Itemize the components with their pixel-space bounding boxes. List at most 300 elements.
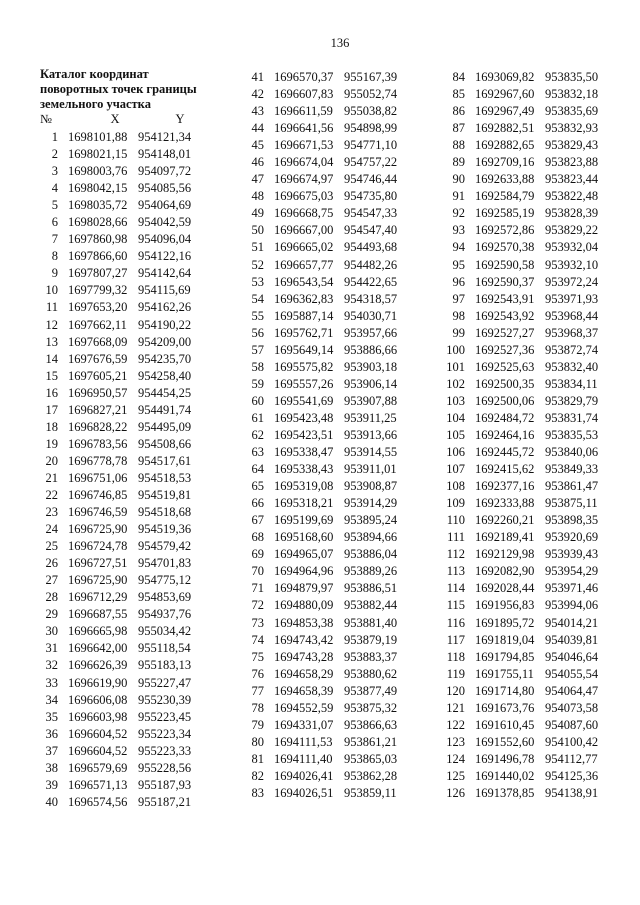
y-coordinate: 954064,69 — [138, 198, 192, 213]
y-coordinate: 954087,60 — [545, 717, 599, 732]
y-coordinate: 953875,11 — [545, 496, 598, 511]
y-coordinate: 954508,66 — [138, 436, 192, 451]
point-number: 77 — [251, 683, 264, 698]
point-number: 66 — [251, 496, 264, 511]
y-coordinate: 953932,10 — [545, 257, 599, 272]
x-coordinate: 1694658,39 — [274, 683, 334, 698]
coordinate-row — [246, 751, 414, 768]
y-coordinate: 955187,21 — [138, 794, 192, 809]
point-number: 123 — [446, 734, 465, 749]
x-coordinate: 1692584,79 — [475, 189, 535, 204]
x-coordinate: 1692260,21 — [475, 513, 535, 528]
x-coordinate: 1692028,44 — [475, 581, 535, 596]
y-coordinate: 954735,80 — [344, 189, 398, 204]
x-coordinate: 1696828,22 — [68, 419, 128, 434]
coordinate-row — [443, 512, 615, 529]
x-coordinate: 1698021,15 — [68, 147, 128, 162]
coordinate-row — [443, 495, 615, 512]
point-number: 27 — [45, 573, 58, 588]
coordinate-row — [443, 563, 615, 580]
coordinate-row — [246, 649, 414, 666]
coordinate-row — [246, 69, 414, 86]
coordinate-row — [443, 478, 615, 495]
x-coordinate: 1692527,36 — [475, 342, 535, 357]
x-coordinate: 1694026,51 — [274, 785, 334, 800]
x-coordinate: 1696783,56 — [68, 436, 128, 451]
point-number: 99 — [452, 325, 465, 340]
y-coordinate: 955118,54 — [138, 641, 191, 656]
y-coordinate: 953971,93 — [545, 291, 599, 306]
y-coordinate: 954482,26 — [344, 257, 398, 272]
y-coordinate: 953972,24 — [545, 274, 599, 289]
coordinate-row — [246, 393, 414, 410]
y-coordinate: 954454,25 — [138, 385, 192, 400]
coordinate-row — [443, 444, 615, 461]
y-coordinate: 953832,40 — [545, 359, 599, 374]
coordinate-row — [246, 529, 414, 546]
x-coordinate: 1694331,07 — [274, 717, 334, 732]
x-coordinate: 1696657,77 — [274, 257, 334, 272]
x-coordinate: 1695338,47 — [274, 445, 334, 460]
x-coordinate: 1692500,06 — [475, 393, 535, 408]
point-number: 56 — [251, 325, 264, 340]
coordinate-row — [246, 257, 414, 274]
coordinates-column-2 — [246, 69, 414, 802]
point-number: 36 — [45, 726, 58, 741]
point-number: 41 — [251, 70, 264, 84]
point-number: 20 — [45, 453, 58, 468]
coordinate-row — [443, 785, 615, 802]
coordinate-row — [246, 683, 414, 700]
y-coordinate: 953886,51 — [344, 581, 398, 596]
header-number: № — [40, 112, 52, 126]
point-number: 7 — [51, 232, 58, 247]
x-coordinate: 1692882,65 — [475, 138, 535, 153]
y-coordinate: 954073,58 — [545, 700, 599, 715]
coordinate-row — [246, 205, 414, 222]
y-coordinate: 953939,43 — [545, 547, 599, 562]
coordinate-row — [246, 86, 414, 103]
x-coordinate: 1696724,78 — [68, 539, 128, 554]
point-number: 68 — [251, 530, 264, 545]
y-coordinate: 954491,74 — [138, 402, 192, 417]
y-coordinate: 953886,66 — [344, 342, 398, 357]
x-coordinate: 1694111,53 — [274, 734, 333, 749]
point-number: 21 — [45, 470, 58, 485]
y-coordinate: 954115,69 — [138, 283, 191, 298]
point-number: 89 — [452, 155, 465, 170]
coordinate-row — [40, 385, 210, 402]
coordinate-row — [40, 487, 210, 504]
coordinate-row — [40, 743, 210, 760]
coordinate-row — [40, 351, 210, 368]
coordinate-row — [40, 470, 210, 487]
x-coordinate: 1696746,59 — [68, 505, 128, 520]
coordinate-row — [246, 291, 414, 308]
x-coordinate: 1696674,04 — [274, 155, 334, 170]
x-coordinate: 1694853,38 — [274, 615, 334, 630]
point-number: 115 — [446, 598, 465, 613]
coordinates-column-3 — [443, 69, 615, 802]
coordinate-row — [40, 146, 210, 163]
point-number: 22 — [45, 487, 58, 502]
point-number: 73 — [251, 615, 264, 630]
x-coordinate: 1691956,83 — [475, 598, 535, 613]
y-coordinate: 953957,66 — [344, 325, 398, 340]
x-coordinate: 1692882,51 — [475, 121, 535, 136]
point-number: 84 — [452, 70, 465, 84]
point-number: 16 — [45, 385, 58, 400]
coordinate-row — [443, 222, 615, 239]
point-number: 88 — [452, 138, 465, 153]
y-coordinate: 954125,36 — [545, 768, 599, 783]
y-coordinate: 954519,36 — [138, 522, 192, 537]
x-coordinate: 1696641,56 — [274, 121, 334, 136]
y-coordinate: 953886,04 — [344, 547, 398, 562]
y-coordinate: 955223,33 — [138, 743, 192, 758]
y-coordinate: 954112,77 — [545, 751, 598, 766]
y-coordinate: 953895,24 — [344, 513, 398, 528]
x-coordinate: 1695338,43 — [274, 462, 334, 477]
y-coordinate: 954258,40 — [138, 368, 192, 383]
y-coordinate: 953831,74 — [545, 410, 599, 425]
coordinate-row — [443, 597, 615, 614]
point-number: 78 — [251, 700, 264, 715]
x-coordinate: 1694880,09 — [274, 598, 334, 613]
y-coordinate: 954138,91 — [545, 785, 599, 800]
x-coordinate: 1696604,52 — [68, 743, 128, 758]
coordinate-row — [246, 615, 414, 632]
x-coordinate: 1696362,83 — [274, 291, 334, 306]
point-number: 67 — [251, 513, 264, 528]
point-number: 125 — [446, 768, 465, 783]
point-number: 114 — [446, 581, 465, 596]
coordinate-row — [443, 393, 615, 410]
point-number: 112 — [446, 547, 465, 562]
point-number: 61 — [251, 410, 264, 425]
y-coordinate: 954495,09 — [138, 419, 192, 434]
point-number: 17 — [45, 402, 58, 417]
y-coordinate: 954775,12 — [138, 573, 192, 588]
y-coordinate: 954318,57 — [344, 291, 398, 306]
coordinate-row — [443, 103, 615, 120]
x-coordinate: 1697676,59 — [68, 351, 128, 366]
x-coordinate: 1691610,45 — [475, 717, 535, 732]
y-coordinate: 954097,72 — [138, 164, 192, 179]
point-number: 107 — [446, 462, 465, 477]
coordinate-row — [246, 597, 414, 614]
y-coordinate: 953835,53 — [545, 427, 599, 442]
y-coordinate: 953849,33 — [545, 462, 599, 477]
header-y: Y — [175, 112, 185, 126]
y-coordinate: 953872,74 — [545, 342, 599, 357]
x-coordinate: 1697866,60 — [68, 249, 128, 264]
point-number: 70 — [251, 564, 264, 579]
coordinate-row — [246, 410, 414, 427]
coordinate-row — [443, 188, 615, 205]
point-number: 37 — [45, 743, 58, 758]
point-number: 110 — [446, 513, 465, 528]
coordinate-row — [40, 402, 210, 419]
coordinate-row — [40, 163, 210, 180]
point-number: 1 — [51, 130, 58, 144]
x-coordinate: 1696579,69 — [68, 760, 128, 775]
y-coordinate: 954190,22 — [138, 317, 192, 332]
coordinate-row — [40, 368, 210, 385]
point-number: 72 — [251, 598, 264, 613]
x-coordinate: 1696725,90 — [68, 522, 128, 537]
x-coordinate: 1696751,06 — [68, 470, 128, 485]
coordinate-row — [443, 461, 615, 478]
point-number: 12 — [45, 317, 58, 332]
coordinate-row — [443, 291, 615, 308]
coordinate-row — [40, 572, 210, 589]
point-number: 104 — [446, 410, 465, 425]
point-number: 97 — [452, 291, 465, 306]
coordinates-rows-1 — [40, 129, 210, 811]
point-number: 40 — [45, 794, 58, 809]
x-coordinate: 1692464,16 — [475, 427, 535, 442]
x-coordinate: 1692500,35 — [475, 376, 535, 391]
y-coordinate: 954519,81 — [138, 487, 192, 502]
y-coordinate: 954853,69 — [138, 590, 192, 605]
coordinate-row — [246, 154, 414, 171]
y-coordinate: 953840,06 — [545, 445, 599, 460]
coordinate-row — [246, 188, 414, 205]
y-coordinate: 954235,70 — [138, 351, 192, 366]
x-coordinate: 1695423,51 — [274, 427, 334, 442]
point-number: 50 — [251, 223, 264, 238]
coordinate-row — [40, 129, 210, 146]
x-coordinate: 1692543,92 — [475, 308, 535, 323]
point-number: 83 — [251, 785, 264, 800]
coordinate-row — [246, 546, 414, 563]
point-number: 31 — [45, 641, 58, 656]
x-coordinate: 1696642,00 — [68, 641, 128, 656]
x-coordinate: 1696665,02 — [274, 240, 334, 255]
coordinate-row — [40, 777, 210, 794]
coordinate-row — [40, 419, 210, 436]
y-coordinate: 953914,29 — [344, 496, 398, 511]
y-coordinate: 954518,53 — [138, 470, 192, 485]
y-coordinate: 953823,88 — [545, 155, 599, 170]
coordinate-row — [246, 171, 414, 188]
y-coordinate: 954493,68 — [344, 240, 398, 255]
x-coordinate: 1692709,16 — [475, 155, 535, 170]
x-coordinate: 1695318,21 — [274, 496, 334, 511]
point-number: 103 — [446, 393, 465, 408]
coordinate-row — [40, 555, 210, 572]
y-coordinate: 954148,01 — [138, 147, 192, 162]
coordinate-row — [40, 282, 210, 299]
y-coordinate: 953828,39 — [545, 206, 599, 221]
x-coordinate: 1695649,14 — [274, 342, 334, 357]
point-number: 26 — [45, 556, 58, 571]
point-number: 34 — [45, 692, 58, 707]
x-coordinate: 1696687,55 — [68, 607, 128, 622]
coordinate-row — [40, 692, 210, 709]
coordinate-row — [443, 580, 615, 597]
coordinate-row — [40, 606, 210, 623]
point-number: 118 — [446, 649, 465, 664]
point-number: 10 — [45, 283, 58, 298]
coordinate-row — [40, 197, 210, 214]
coordinate-row — [246, 120, 414, 137]
y-coordinate: 954014,21 — [545, 615, 599, 630]
coordinate-row — [246, 580, 414, 597]
x-coordinate: 1692527,27 — [475, 325, 535, 340]
point-number: 45 — [251, 138, 264, 153]
x-coordinate: 1691794,85 — [475, 649, 535, 664]
point-number: 69 — [251, 547, 264, 562]
coordinate-row — [246, 103, 414, 120]
coordinate-row — [246, 359, 414, 376]
x-coordinate: 1691819,04 — [475, 632, 535, 647]
point-number: 9 — [51, 266, 58, 281]
point-number: 122 — [446, 717, 465, 732]
coordinate-row — [443, 171, 615, 188]
point-number: 113 — [446, 564, 465, 579]
x-coordinate: 1692082,90 — [475, 564, 535, 579]
column-headers — [40, 112, 210, 127]
coordinate-row — [443, 410, 615, 427]
coordinate-row — [443, 257, 615, 274]
point-number: 24 — [45, 522, 58, 537]
y-coordinate: 953898,35 — [545, 513, 599, 528]
point-number: 55 — [251, 308, 264, 323]
point-number: 44 — [251, 121, 264, 136]
x-coordinate: 1695762,71 — [274, 325, 334, 340]
y-coordinate: 953862,28 — [344, 768, 398, 783]
x-coordinate: 1696668,75 — [274, 206, 334, 221]
coordinate-row — [246, 478, 414, 495]
x-coordinate: 1691552,60 — [475, 734, 535, 749]
x-coordinate: 1696603,98 — [68, 709, 128, 724]
y-coordinate: 954422,65 — [344, 274, 398, 289]
x-coordinate: 1694879,97 — [274, 581, 334, 596]
coordinate-row — [246, 239, 414, 256]
y-coordinate: 954121,34 — [138, 130, 192, 144]
coordinate-row — [443, 239, 615, 256]
x-coordinate: 1697807,27 — [68, 266, 128, 281]
y-coordinate: 953971,46 — [545, 581, 599, 596]
x-coordinate: 1692484,72 — [475, 410, 535, 425]
catalog-title: Каталог координат поворотных точек границы земельного участка — [40, 67, 197, 111]
point-number: 39 — [45, 777, 58, 792]
point-number: 87 — [452, 121, 465, 136]
point-number: 29 — [45, 607, 58, 622]
y-coordinate: 953875,32 — [344, 700, 398, 715]
x-coordinate: 1696778,78 — [68, 453, 128, 468]
point-number: 11 — [45, 300, 58, 315]
point-number: 80 — [251, 734, 264, 749]
point-number: 2 — [51, 147, 58, 162]
point-number: 93 — [452, 223, 465, 238]
y-coordinate: 954209,00 — [138, 334, 192, 349]
y-coordinate: 954042,59 — [138, 215, 192, 230]
x-coordinate: 1692525,63 — [475, 359, 535, 374]
y-coordinate: 953829,79 — [545, 393, 599, 408]
y-coordinate: 955228,56 — [138, 760, 192, 775]
point-number: 62 — [251, 427, 264, 442]
point-number: 117 — [446, 632, 465, 647]
x-coordinate: 1692189,41 — [475, 530, 535, 545]
x-coordinate: 1692129,98 — [475, 547, 535, 562]
x-coordinate: 1698028,66 — [68, 215, 128, 230]
y-coordinate: 953866,63 — [344, 717, 398, 732]
coordinates-column-1 — [40, 69, 210, 811]
x-coordinate: 1698042,15 — [68, 181, 128, 196]
point-number: 86 — [452, 104, 465, 119]
x-coordinate: 1696675,03 — [274, 189, 334, 204]
y-coordinate: 953954,29 — [545, 564, 599, 579]
coordinate-row — [443, 649, 615, 666]
x-coordinate: 1697653,20 — [68, 300, 128, 315]
y-coordinate: 954096,04 — [138, 232, 192, 247]
y-coordinate: 955034,42 — [138, 624, 192, 639]
coordinate-row — [443, 69, 615, 86]
x-coordinate: 1695423,48 — [274, 410, 334, 425]
coordinate-row — [443, 751, 615, 768]
point-number: 101 — [446, 359, 465, 374]
y-coordinate: 953829,43 — [545, 138, 599, 153]
x-coordinate: 1695168,60 — [274, 530, 334, 545]
x-coordinate: 1694026,41 — [274, 768, 334, 783]
point-number: 46 — [251, 155, 264, 170]
y-coordinate: 954898,99 — [344, 121, 398, 136]
coordinate-row — [40, 248, 210, 265]
x-coordinate: 1692590,37 — [475, 274, 535, 289]
y-coordinate: 953883,37 — [344, 649, 398, 664]
y-coordinate: 953879,19 — [344, 632, 398, 647]
point-number: 79 — [251, 717, 264, 732]
x-coordinate: 1696727,51 — [68, 556, 128, 571]
point-number: 13 — [45, 334, 58, 349]
coordinate-row — [443, 717, 615, 734]
coordinate-row — [443, 120, 615, 137]
coordinates-rows-2 — [246, 69, 414, 802]
point-number: 74 — [251, 632, 264, 647]
point-number: 23 — [45, 505, 58, 520]
x-coordinate: 1695199,69 — [274, 513, 334, 528]
point-number: 82 — [251, 768, 264, 783]
point-number: 30 — [45, 624, 58, 639]
coordinate-row — [246, 717, 414, 734]
x-coordinate: 1691440,02 — [475, 768, 535, 783]
x-coordinate: 1692377,16 — [475, 479, 535, 494]
point-number: 18 — [45, 419, 58, 434]
header-x: X — [110, 112, 120, 126]
y-coordinate: 953829,22 — [545, 223, 599, 238]
x-coordinate: 1691755,11 — [475, 666, 534, 681]
x-coordinate: 1692585,19 — [475, 206, 535, 221]
point-number: 96 — [452, 274, 465, 289]
y-coordinate: 953913,66 — [344, 427, 398, 442]
x-coordinate: 1698003,76 — [68, 164, 128, 179]
y-coordinate: 953911,25 — [344, 410, 397, 425]
point-number: 28 — [45, 590, 58, 605]
x-coordinate: 1692445,72 — [475, 445, 535, 460]
point-number: 5 — [51, 198, 58, 213]
point-number: 59 — [251, 376, 264, 391]
point-number: 43 — [251, 104, 264, 119]
coordinate-row — [40, 453, 210, 470]
x-coordinate: 1696570,37 — [274, 70, 334, 84]
x-coordinate: 1694552,59 — [274, 700, 334, 715]
y-coordinate: 954142,64 — [138, 266, 192, 281]
point-number: 85 — [452, 87, 465, 102]
coordinate-row — [246, 461, 414, 478]
